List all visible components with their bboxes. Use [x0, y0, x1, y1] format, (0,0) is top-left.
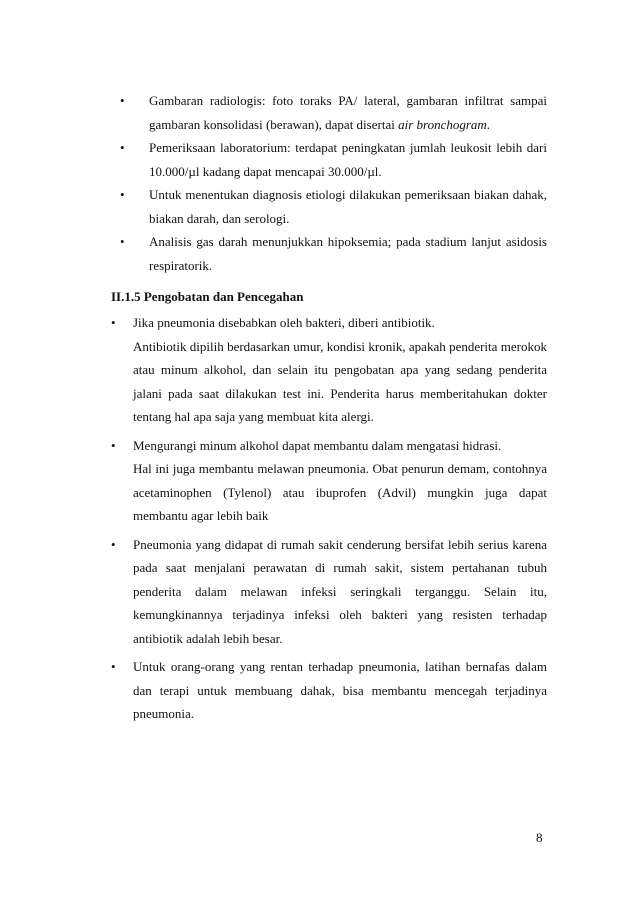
list-item [120, 230, 547, 277]
list-item [111, 533, 547, 651]
list-item [120, 89, 547, 136]
bullet-icon: • [120, 140, 125, 155]
bullet-icon: • [120, 234, 125, 249]
diagnostic-list [120, 89, 547, 277]
page-number: 8 [536, 830, 543, 845]
bullet-icon: • [111, 536, 116, 552]
list-item [120, 183, 547, 230]
treatment-list [111, 311, 547, 726]
bullet-icon: • [120, 187, 125, 202]
item-lead-text: Jika pneumonia disebabkan oleh bakteri, diberi antibiotik. [133, 315, 435, 330]
item-text: Pemeriksaan laboratorium: terdapat peningkatan jumlah leukosit lebih dari 10.000/µl kadang dapat mencapai 30.000/µl. [149, 140, 547, 179]
item-body-text: Hal ini juga membantu melawan pneumonia. Obat penurun demam, contohnya acetaminophen (Tylenol) atau ibuprofen (Advil) mungkin juga dapat membantu agar lebih baik [133, 461, 547, 523]
item-lead-text: Mengurangi minum alkohol dapat membantu dalam mengatasi hidrasi. [133, 437, 502, 453]
list-item [111, 311, 547, 429]
list-item [120, 136, 547, 183]
bullet-icon: • [111, 437, 116, 453]
item-lead-text: Pneumonia yang didapat di rumah sakit cenderung bersifat lebih serius karena pada saat menjalani perawatan di rumah sakit, sistem pertahanan tubuh penderita dalam melawan infeksi seringkali terganggu. Selain itu, kemungkinannya terjadinya infeksi oleh bakteri yang resisten terhadap antibiotik adalah lebih besar. [133, 536, 547, 646]
bullet-icon: • [120, 93, 125, 108]
bullet-icon: • [111, 659, 116, 674]
list-item [111, 434, 547, 528]
item-text: Gambaran radiologis: foto toraks PA/ lateral, gambaran infiltrat sampai gambaran konsolidasi (berawan), dapat disertai [149, 93, 547, 132]
item-text: Analisis gas darah menunjukkan hipoksemia; pada stadium lanjut asidosis respiratorik. [149, 234, 547, 273]
item-text-tail: . [486, 116, 491, 132]
item-lead-text: Untuk orang-orang yang rentan terhadap pneumonia, latihan bernafas dalam dan terapi untuk membuang dahak, bisa membantu mencegah terjadinya pneumonia. [133, 659, 547, 721]
item-text: Untuk menentukan diagnosis etiologi dilakukan pemeriksaan biakan dahak, biakan darah, dan serologi. [149, 187, 547, 226]
item-body-text: Antibiotik dipilih berdasarkan umur, kondisi kronik, apakah penderita merokok atau minum alkohol, dan selain itu pengobatan apa yang sedang penderita jalani pada saat dilakukan test ini. Penderita harus memberitahukan dokter tentang hal apa saja yang membuat kita alergi. [133, 338, 547, 424]
list-item [111, 655, 547, 726]
item-italic-text: air bronchogram [398, 116, 487, 132]
bullet-icon: • [111, 315, 116, 330]
section-heading: II.1.5 Pengobatan dan Pencegahan [111, 289, 304, 304]
